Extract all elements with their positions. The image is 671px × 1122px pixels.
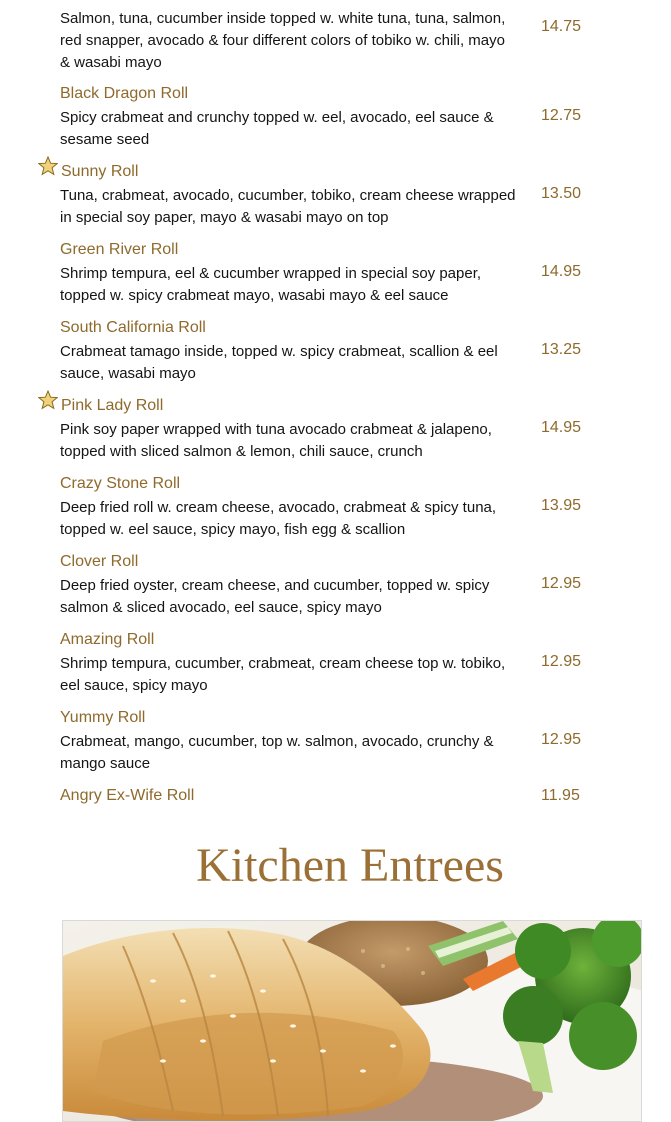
item-description: Crabmeat, mango, cucumber, top w. salmon, avocado, crunchy & mango sauce (60, 733, 494, 772)
teriyaki-chicken-image (63, 921, 641, 1121)
item-price: 12.75 (541, 107, 582, 124)
item-description: Salmon, tuna, cucumber inside topped w. white tuna, tuna, salmon, red snapper, avocado & four different colors of tobiko w. chili, mayo & wasabi mayo (60, 10, 506, 71)
item-name: Pink Lady Roll (61, 397, 164, 414)
item-description: Shrimp tempura, eel & cucumber wrapped in special soy paper, topped w. spicy crabmeat mayo, wasabi mayo & eel sauce (60, 265, 482, 304)
item-name: Yummy Roll (60, 709, 146, 726)
item-name: Clover Roll (60, 553, 139, 570)
dish-photo (62, 920, 642, 1122)
item-price: 11.95 (541, 787, 580, 804)
item-price: 12.95 (541, 653, 582, 670)
item-price: 13.50 (541, 185, 582, 202)
item-name: Sunny Roll (61, 163, 139, 180)
star-icon (38, 156, 58, 176)
star-icon (38, 390, 58, 410)
item-name: Green River Roll (60, 241, 179, 258)
item-name: Angry Ex-Wife Roll (60, 787, 195, 804)
item-name: Amazing Roll (60, 631, 155, 648)
item-price: 14.95 (541, 263, 582, 280)
item-name: Crazy Stone Roll (60, 475, 181, 492)
item-description: Pink soy paper wrapped with tuna avocado crabmeat & jalapeno, topped with sliced salmon & lemon, chili sauce, crunch (60, 421, 492, 460)
item-price: 12.95 (541, 731, 582, 748)
item-price: 14.95 (541, 419, 582, 436)
section-title: Kitchen Entrees (196, 839, 504, 892)
item-name: South California Roll (60, 319, 206, 336)
item-description: Tuna, crabmeat, avocado, cucumber, tobiko, cream cheese wrapped in special soy paper, mayo & wasabi mayo on top (60, 187, 516, 226)
item-description: Crabmeat tamago inside, topped w. spicy crabmeat, scallion & eel sauce, wasabi mayo (60, 343, 498, 382)
item-price: 13.25 (541, 341, 582, 358)
item-description: Spicy crabmeat and crunchy topped w. eel, avocado, eel sauce & sesame seed (60, 109, 494, 148)
item-price: 12.95 (541, 575, 582, 592)
item-description: Shrimp tempura, cucumber, crabmeat, cream cheese top w. tobiko, eel sauce, spicy mayo (60, 655, 506, 694)
item-name: Black Dragon Roll (60, 85, 189, 102)
item-price: 13.95 (541, 497, 582, 514)
item-price: 14.75 (541, 18, 582, 35)
item-description: Deep fried oyster, cream cheese, and cucumber, topped w. spicy salmon & sliced avocado, eel sauce, spicy mayo (60, 577, 490, 616)
item-description: Deep fried roll w. cream cheese, avocado, crabmeat & spicy tuna, topped w. eel sauce, spicy mayo, fish egg & scallion (60, 499, 497, 538)
